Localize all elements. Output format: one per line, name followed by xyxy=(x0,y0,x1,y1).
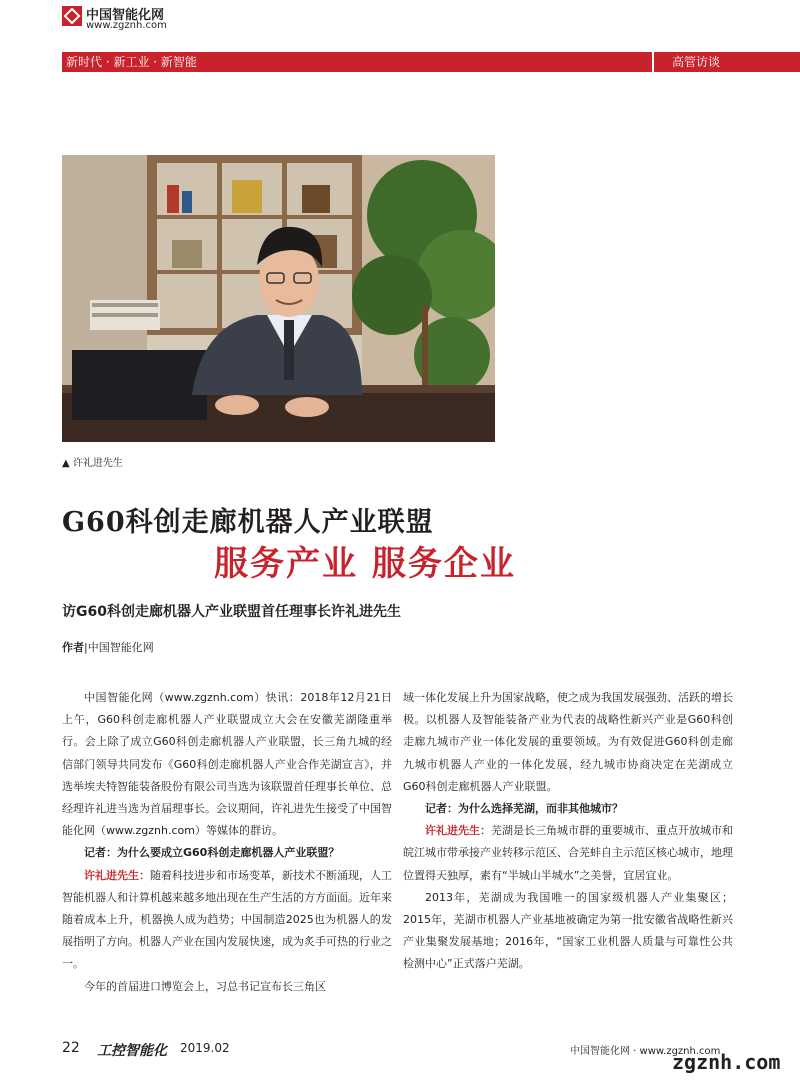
portrait-illustration xyxy=(62,155,495,442)
footer-site: 中国智能化网 · www.zgznh.com xyxy=(570,1046,721,1057)
logo-icon xyxy=(62,6,82,26)
author-line xyxy=(62,639,154,655)
article-title-line1: G60科创走廊机器人产业联盟 xyxy=(62,507,434,538)
page-number: 22 xyxy=(62,1040,80,1056)
article-subtitle: 访G60科创走廊机器人产业联盟首任理事长许礼进先生 xyxy=(62,604,401,620)
paragraph: 域一体化发展上升为国家战略，使之成为我国发展强劲、活跃的增长极。以机器人及智能装备产业为代表的战略性新兴产业是G60科创走廊九城市产业一体化发展的重要领域。为有效促进G60科创走廊九城市机器人产业的一体化发展，经九城市协商决定在芜湖成立G60科创走廊机器人产业联盟。 xyxy=(403,691,733,793)
interview-question: 记者：为什么选择芜湖，而非其他城市？ xyxy=(425,802,623,816)
article-column-left xyxy=(62,687,392,998)
interview-answer xyxy=(62,865,392,976)
author-label: 作者 xyxy=(62,641,84,654)
speaker-label: 许礼进先生： xyxy=(425,824,491,838)
article-title-line2: 服务产业 服务企业 xyxy=(214,544,516,584)
logo-url: www.zgznh.com xyxy=(86,20,167,31)
speaker-label: 许礼进先生： xyxy=(84,868,150,882)
paragraph: 今年的首届进口博览会上，习总书记宣布长三角区 xyxy=(84,979,326,993)
section-label: 高管访谈 xyxy=(672,55,721,69)
interview-question: 记者：为什么要成立G60科创走廊机器人产业联盟？ xyxy=(84,846,340,860)
author-name: 中国智能化网 xyxy=(87,641,154,654)
answer-text: 随着科技进步和市场变革，新技术不断涌现，人工智能机器人和计算机越来越多地出现在生产生活的方方面面。近年来随着成本上升，机器换人成为趋势；中国制造2025也为机器人的发展指明了方向。机器人产业在国内发展快速，成为炙手可热的行业之一。 xyxy=(62,868,392,971)
header-slogan: 新时代 · 新工业 · 新智能 xyxy=(66,55,197,69)
issue-date: 2019.02 xyxy=(180,1041,230,1055)
header-divider xyxy=(652,52,654,72)
magazine-name: 工控智能化 xyxy=(97,1043,167,1059)
paragraph: 2013年，芜湖成为我国唯一的国家级机器人产业集聚区；2015年，芜湖市机器人产业基地被确定为第一批安徽省战略性新兴产业集聚发展基地；2016年，“国家工业机器人质量与可靠性公共检测中心”正式落户芜湖。 xyxy=(403,890,733,971)
photo-caption: ▲ 许礼进先生 xyxy=(62,458,123,469)
portrait-photo xyxy=(62,155,495,442)
answer-text: 芜湖是长三角城市群的重要城市、重点开放城市和皖江城市带承接产业转移示范区、合芜蚌自主示范区核心城市，地理位置得天独厚，素有“半城山半城水”之美誉，宜居宜业。 xyxy=(403,824,733,882)
author-separator: | xyxy=(84,641,88,654)
article-column-right xyxy=(403,687,733,976)
paragraph: 中国智能化网（www.zgznh.com）快讯：2018年12月21日上午，G60科创走廊机器人产业联盟成立大会在安徽芜湖隆重举行。会上除了成立G60科创走廊机器人产业联盟，长三角九城的经信部门领导共同发布《G60科创走廊机器人产业合作芜湖宣言》，并选举埃夫特智能装备股份有限公司当选为该联盟首任理事长单位、总经理许礼进当选为首届理事长。会议期间，许礼进先生接受了中国智能化网（www.zgznh.com）等媒体的群访。 xyxy=(62,691,392,838)
logo-name: 中国智能化网 xyxy=(86,8,165,23)
interview-answer xyxy=(403,820,733,887)
watermark: zgznh.com xyxy=(672,1050,781,1074)
